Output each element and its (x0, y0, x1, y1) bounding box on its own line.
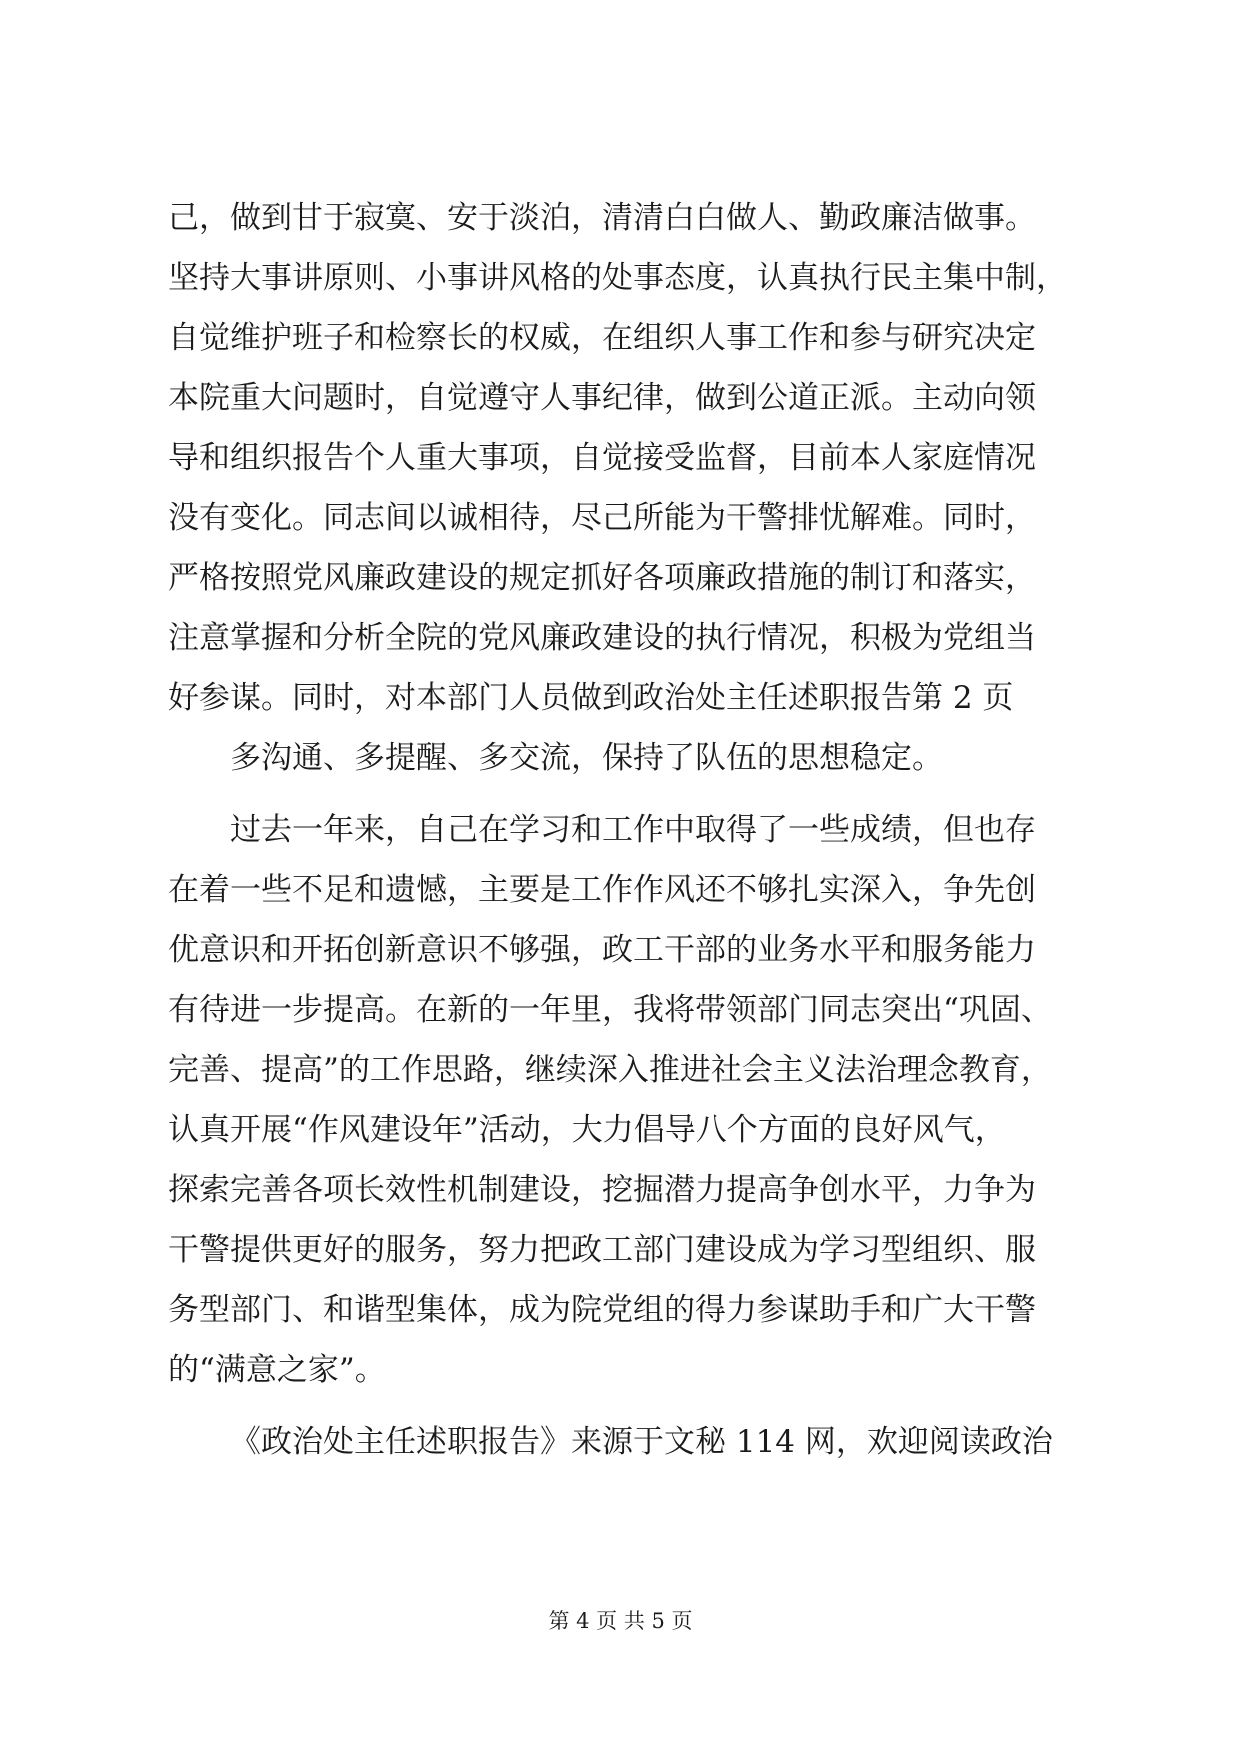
text-line: 完善、提高”的工作思路，继续深入推进社会主义法治理念教育， (168, 1052, 1052, 1088)
text-line: 坚持大事讲原则、小事讲风格的处事态度，认真执行民主集中制， (168, 260, 1067, 296)
text-line: 在着一些不足和遗憾，主要是工作作风还不够扎实深入，争先创 (168, 872, 1036, 908)
text-line: 有待进一步提高。在新的一年里，我将带领部门同志突出“巩固、 (168, 992, 1052, 1028)
text-line: 的“满意之家”。 (168, 1352, 386, 1388)
text-line: 好参谋。同时，对本部门人员做到政治处主任述职报告第 2 页 (168, 680, 1014, 716)
text-line: 干警提供更好的服务，努力把政工部门建设成为学习型组织、服 (168, 1232, 1036, 1268)
text-line: 严格按照党风廉政建设的规定抓好各项廉政措施的制订和落实， (168, 560, 1036, 596)
text-line: 探索完善各项长效性机制建设，挖掘潜力提高争创水平，力争为 (168, 1172, 1036, 1208)
text-line: 没有变化。同志间以诚相待，尽己所能为干警排忧解难。同时， (168, 500, 1036, 536)
text-line: 自觉维护班子和检察长的权威，在组织人事工作和参与研究决定 (168, 320, 1036, 356)
text-line: 本院重大问题时，自觉遵守人事纪律，做到公道正派。主动向领 (168, 380, 1036, 416)
text-line: 过去一年来，自己在学习和工作中取得了一些成绩，但也存 (230, 812, 1036, 848)
text-line: 己，做到甘于寂寞、安于淡泊，清清白白做人、勤政廉洁做事。 (168, 200, 1036, 236)
text-line: 优意识和开拓创新意识不够强，政工干部的业务水平和服务能力 (168, 932, 1036, 968)
text-line: 注意掌握和分析全院的党风廉政建设的执行情况，积极为党组当 (168, 620, 1036, 656)
page-number-footer: 第 4 页 共 5 页 (548, 1609, 693, 1633)
text-line: 导和组织报告个人重大事项，自觉接受监督，目前本人家庭情况 (168, 440, 1036, 476)
text-line: 《政治处主任述职报告》来源于文秘 114 网，欢迎阅读政治 (230, 1424, 1053, 1460)
text-line: 务型部门、和谐型集体，成为院党组的得力参谋助手和广大干警 (168, 1292, 1036, 1328)
text-line: 多沟通、多提醒、多交流，保持了队伍的思想稳定。 (230, 740, 943, 776)
text-line: 认真开展“作风建设年”活动，大力倡导八个方面的良好风气， (168, 1112, 1006, 1148)
